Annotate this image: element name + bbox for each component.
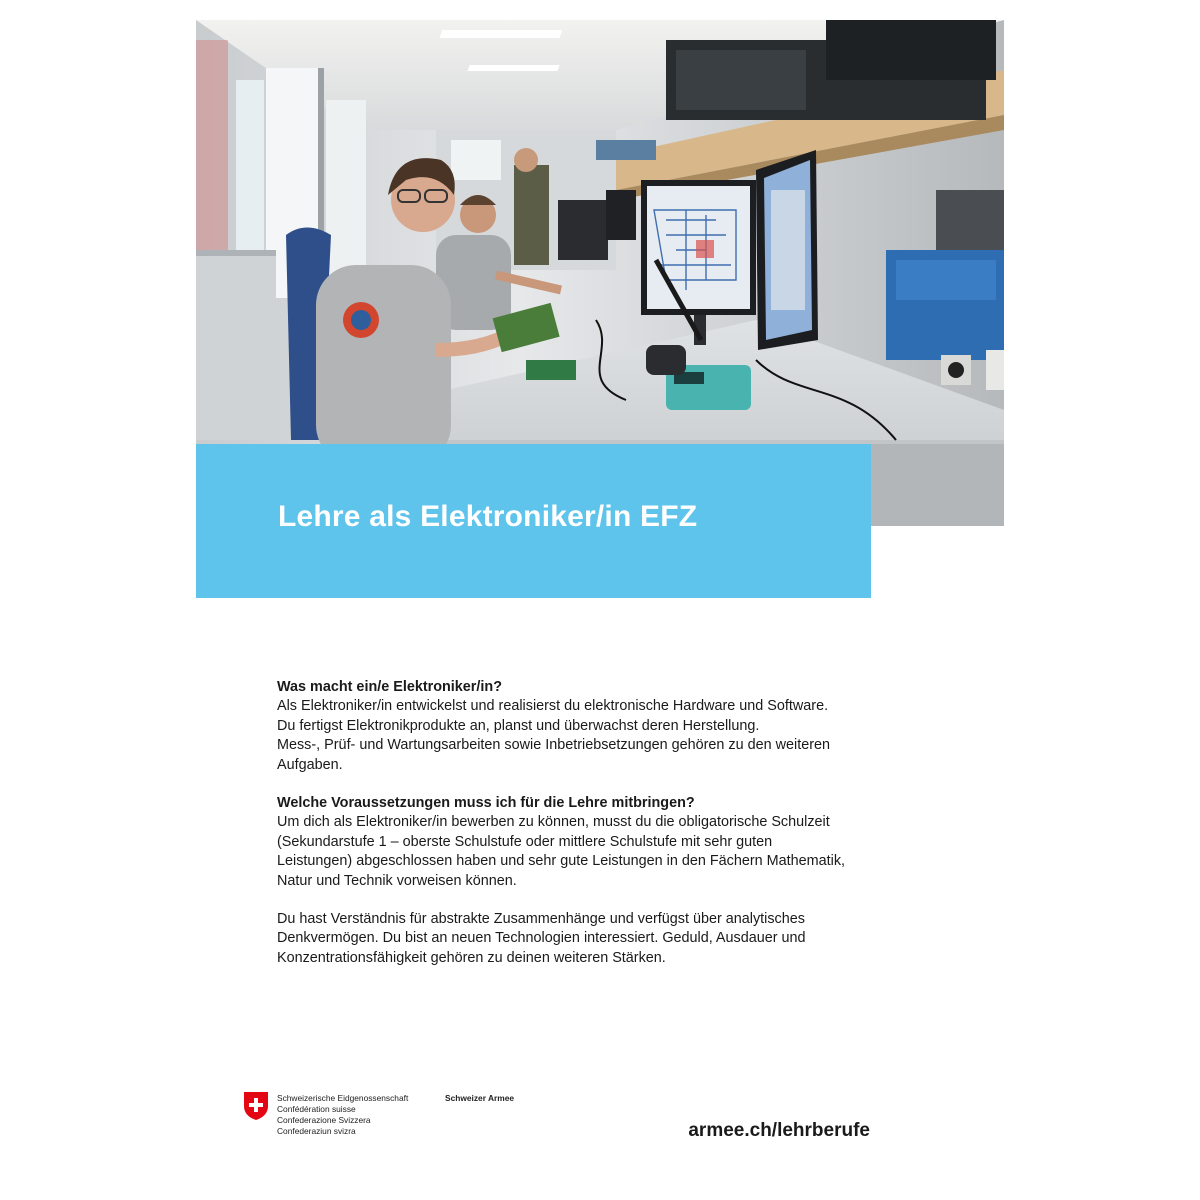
page-title: Lehre als Elektroniker/in EFZ [278,500,698,533]
spacer [277,891,887,910]
body-line: Du hast Verständnis für abstrakte Zusammenhänge und verfügst über analytisches [277,911,805,928]
body-line: Als Elektroniker/in entwickelst und realisierst du elektronische Hardware und Software. [277,698,829,715]
section-skills [277,910,887,968]
swiss-crest-icon [243,1091,269,1121]
body-line: Denkvermögen. Du bist an neuen Technologien interessiert. Geduld, Ausdauer und [277,930,806,947]
body-line: Natur und Technik vorweisen können. [277,872,517,889]
body-line: Um dich als Elektroniker/in bewerben zu können, musst du die obligatorische Schulzeit [277,814,830,831]
section-heading: Was macht ein/e Elektroniker/in? [277,679,502,695]
spacer [277,775,887,794]
section-heading: Welche Voraussetzungen muss ich für die Lehre mitbringen? [277,795,695,812]
body-line: Du fertigst Elektronikprodukte an, planst und überwachst deren Herstellung. [277,717,760,734]
section-requirements [277,794,887,891]
title-banner [196,444,871,598]
confederation-names [277,1093,408,1137]
department-name: Schweizer Armee [445,1093,515,1103]
confederation-fr: Confédération suisse [277,1104,356,1114]
body-line: Leistungen) abgeschlossen haben und sehr gute Leistungen in den Fächern Mathematik, [277,853,846,870]
body-content [277,678,887,968]
confederation-de: Schweizerische Eidgenossenschaft [277,1093,409,1103]
body-line: Aufgaben. [277,756,343,773]
section-what [277,678,887,775]
website-link[interactable]: armee.ch/lehrberufe [688,1120,870,1141]
body-line: Konzentrationsfähigkeit gehören zu deinen weiteren Stärken. [277,949,666,966]
body-line: Mess-, Prüf- und Wartungsarbeiten sowie Inbetriebsetzungen gehören zu den weiteren [277,737,831,754]
confederation-it: Confederazione Svizzera [277,1115,371,1125]
confederation-rm: Confederaziun svizra [277,1126,356,1136]
body-line: (Sekundarstufe 1 – oberste Schulstufe oder mittlere Schulstufe mit sehr guten [277,833,773,850]
